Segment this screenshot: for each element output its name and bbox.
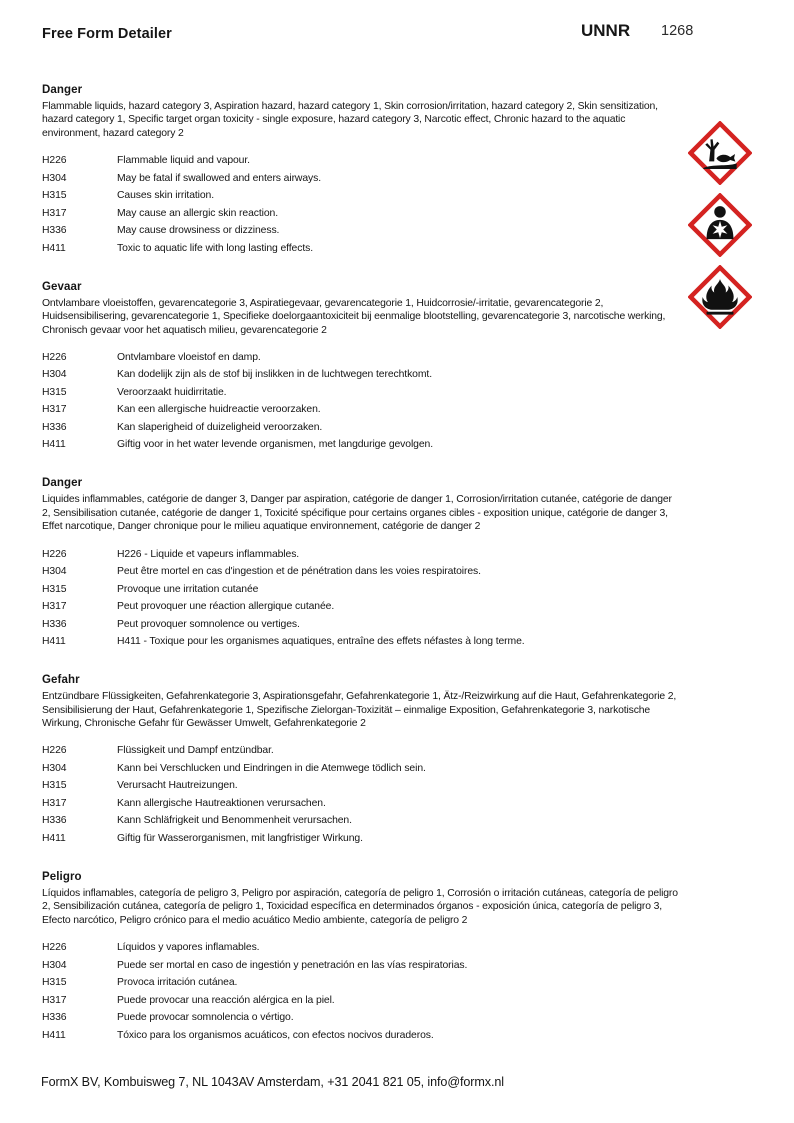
signal-word: Gevaar	[42, 280, 82, 293]
hazard-statement-row	[42, 994, 704, 1007]
hazard-code: H226	[42, 942, 67, 954]
hazard-section	[42, 281, 704, 452]
hazard-text: Peut provoquer une réaction allergique cutanée.	[117, 601, 335, 613]
hazard-code: H411	[42, 242, 66, 254]
hazard-text: Giftig für Wasserorganismen, mit langfristiger Wirkung.	[117, 832, 363, 844]
hazard-sections	[42, 84, 704, 1068]
hazard-text: Toxic to aquatic life with long lasting effects.	[117, 242, 314, 254]
hazard-statement-list	[42, 941, 704, 1042]
hazard-statement-row	[42, 976, 704, 989]
hazard-statement-row	[42, 941, 704, 954]
hazard-code: H317	[42, 601, 67, 613]
hazard-statement-row	[42, 959, 704, 972]
hazard-text: H226 - Liquide et vapeurs inflammables.	[117, 548, 300, 560]
classification-text: Líquidos inflamables, categoría de peligro 3, Peligro por aspiración, categoría de peligro 1, Corrosión o irritación cutáneas, categoría de peligro 2, Sensibilización cutánea, categoría de peligro 1, Toxicidad específica en determinados órganos - exposición única, categoría de peligro 3, Efecto narcótico, Peligro crónico para el medio acuático Medio ambiente, categoría de peligro 2	[42, 887, 678, 926]
hazard-code: H336	[42, 225, 67, 237]
hazard-code: H317	[42, 797, 67, 809]
hazard-text: Kan dodelijk zijn als de stof bij inslikken in de luchtwegen terechtkomt.	[117, 369, 432, 381]
hazard-statement-row	[42, 368, 704, 381]
hazard-text: Veroorzaakt huidirritatie.	[117, 386, 227, 398]
hazard-code: H304	[42, 959, 67, 971]
hazard-statement-row	[42, 189, 704, 202]
hazard-text: May be fatal if swallowed and enters airways.	[117, 172, 321, 184]
hazard-statement-row	[42, 618, 704, 631]
hazard-statement-row	[42, 1029, 704, 1042]
hazard-statement-row	[42, 583, 704, 596]
hazard-text: Líquidos y vapores inflamables.	[117, 942, 260, 954]
classification-text: Entzündbare Flüssigkeiten, Gefahrenkategorie 3, Aspirationsgefahr, Gefahrenkategorie 1, Ätz-/Reizwirkung auf die Haut, Gefahrenkategorie 2, Sensibilisierung der Haut, Gefahrenkategorie 1, Spezifische Zielorgan-Toxizität – einmalige Exposition, Gefahrenkategorie 3, narkotische Wirkung, Chronische Gefahr für Gewässer Umwelt, Gefahrenkategorie 2	[42, 691, 677, 729]
hazard-statement-row	[42, 832, 704, 845]
hazard-code: H315	[42, 780, 67, 792]
hazard-statement-row	[42, 762, 704, 775]
hazard-statement-row	[42, 403, 704, 416]
hazard-text: May cause an allergic skin reaction.	[117, 207, 278, 219]
hazard-code: H317	[42, 994, 67, 1006]
hazard-text: Puede ser mortal en caso de ingestión y penetración en las vías respiratorias.	[117, 959, 468, 971]
hazard-statement-row	[42, 797, 704, 810]
hazard-code: H317	[42, 207, 67, 219]
signal-word: Danger	[42, 84, 83, 96]
hazard-section	[42, 674, 704, 845]
hazard-text: Kan slaperigheid of duizeligheid veroorzaken.	[117, 421, 323, 433]
hazard-statement-list	[42, 548, 704, 649]
hazard-code: H226	[42, 745, 67, 757]
hazard-code: H336	[42, 421, 67, 433]
hazard-statement-row	[42, 438, 704, 451]
hazard-code: H304	[42, 566, 67, 578]
hazard-text: Peut être mortel en cas d'ingestion et de pénétration dans les voies respiratoires.	[117, 566, 481, 578]
classification-text: Ontvlambare vloeistoffen, gevarencategorie 3, Aspiratiegevaar, gevarencategorie 1, Huidcorrosie/-irritatie, gevarencategorie 2, Huidsensibilisering, gevarencategorie 1, Specifieke doelorgaantoxiciteit bij eenmalige blootstelling, gevarencategorie 3, narcotische werking, Chronisch gevaar voor het aquatisch milieu, gevarencategorie 2	[42, 297, 666, 336]
unnr-label: UNNR	[581, 21, 631, 40]
hazard-code: H411	[42, 636, 66, 648]
hazard-text: Tóxico para los organismos acuáticos, con efectos nocivos duraderos.	[117, 1029, 434, 1041]
hazard-text: Ontvlambare vloeistof en damp.	[117, 351, 261, 363]
hazard-statement-row	[42, 154, 704, 167]
hazard-code: H411	[42, 832, 66, 844]
hazard-code: H304	[42, 762, 67, 774]
hazard-statement-row	[42, 779, 704, 792]
hazard-statement-list	[42, 744, 704, 845]
hazard-text: H411 - Toxique pour les organismes aquatiques, entraîne des effets néfastes à long terme.	[117, 636, 525, 648]
classification-text: Liquides inflammables, catégorie de danger 3, Danger par aspiration, catégorie de danger 1, Corrosion/irritation cutanée, catégorie de danger 2, Sensibilisation cutanée, catégorie de danger 1, Toxicité spécifique pour certains organes cibles - exposition unique, catégorie de danger 3, Effet narcotique, Danger chronique pour le milieu aquatique environnement, catégorie de danger 2	[42, 494, 672, 533]
hazard-text: Causes skin irritation.	[117, 190, 215, 202]
hazard-text: Flammable liquid and vapour.	[117, 155, 250, 167]
hazard-text: Kan een allergische huidreactie veroorzaken.	[117, 404, 321, 416]
hazard-text: Puede provocar somnolencia o vértigo.	[117, 1012, 294, 1024]
hazard-statement-row	[42, 386, 704, 399]
signal-word: Danger	[42, 477, 83, 490]
hazard-code: H315	[42, 386, 67, 398]
hazard-section	[42, 871, 704, 1042]
hazard-text: Kann Schläfrigkeit und Benommenheit verursachen.	[117, 815, 352, 827]
hazard-text: Provoque une irritation cutanée	[117, 583, 259, 595]
hazard-statement-row	[42, 814, 704, 827]
hazard-statement-row	[42, 548, 704, 561]
hazard-text: Verursacht Hautreizungen.	[117, 780, 238, 792]
hazard-statement-row	[42, 224, 704, 237]
hazard-code: H336	[42, 1012, 67, 1024]
hazard-code: H315	[42, 190, 67, 202]
hazard-code: H304	[42, 172, 67, 184]
hazard-code: H315	[42, 583, 67, 595]
hazard-statement-row	[42, 207, 704, 220]
hazard-code: H317	[42, 404, 67, 416]
footer-company-line: FormX BV, Kombuisweg 7, NL 1043AV Amsterdam, +31 2041 821 05, info@formx.nl	[41, 1075, 504, 1089]
hazard-statement-row	[42, 242, 704, 255]
hazard-section	[42, 477, 704, 648]
hazard-code: H411	[42, 1029, 66, 1041]
hazard-code: H411	[42, 439, 66, 451]
hazard-text: Peut provoquer somnolence ou vertiges.	[117, 618, 300, 630]
hazard-code: H315	[42, 977, 67, 989]
hazard-section	[42, 84, 704, 255]
hazard-statement-list	[42, 351, 704, 452]
hazard-code: H336	[42, 618, 67, 630]
hazard-code: H304	[42, 369, 67, 381]
hazard-statement-row	[42, 1011, 704, 1024]
signal-word: Peligro	[42, 870, 82, 883]
hazard-statement-row	[42, 600, 704, 613]
hazard-code: H226	[42, 155, 67, 167]
hazard-code: H226	[42, 351, 67, 363]
hazard-statement-row	[42, 565, 704, 578]
hazard-text: Flüssigkeit und Dampf entzündbar.	[117, 745, 274, 757]
unnr-value: 1268	[661, 23, 694, 39]
hazard-text: Provoca irritación cutánea.	[117, 977, 238, 989]
hazard-text: Kann allergische Hautreaktionen verursachen.	[117, 797, 326, 809]
hazard-statement-row	[42, 635, 704, 648]
hazard-statement-row	[42, 744, 704, 757]
hazard-text: Puede provocar una reacción alérgica en la piel.	[117, 994, 335, 1006]
hazard-text: Kann bei Verschlucken und Eindringen in die Atemwege tödlich sein.	[117, 762, 426, 774]
hazard-statement-list	[42, 154, 704, 255]
page-title: Free Form Detailer	[42, 26, 172, 42]
classification-text: Flammable liquids, hazard category 3, Aspiration hazard, hazard category 1, Skin corrosion/irritation, hazard category 2, Skin sensitization, hazard category 1, Specific target organ toxicity - single exposure, hazard category 3, Narcotic effect, Chronic hazard to the aquatic environment, hazard category 2	[42, 101, 658, 139]
hazard-text: May cause drowsiness or dizziness.	[117, 225, 280, 237]
hazard-text: Giftig voor in het water levende organismen, met langdurige gevolgen.	[117, 439, 433, 451]
hazard-statement-row	[42, 351, 704, 364]
hazard-code: H336	[42, 815, 67, 827]
hazard-statement-row	[42, 172, 704, 185]
hazard-statement-row	[42, 421, 704, 434]
hazard-code: H226	[42, 548, 67, 560]
signal-word: Gefahr	[42, 674, 80, 687]
